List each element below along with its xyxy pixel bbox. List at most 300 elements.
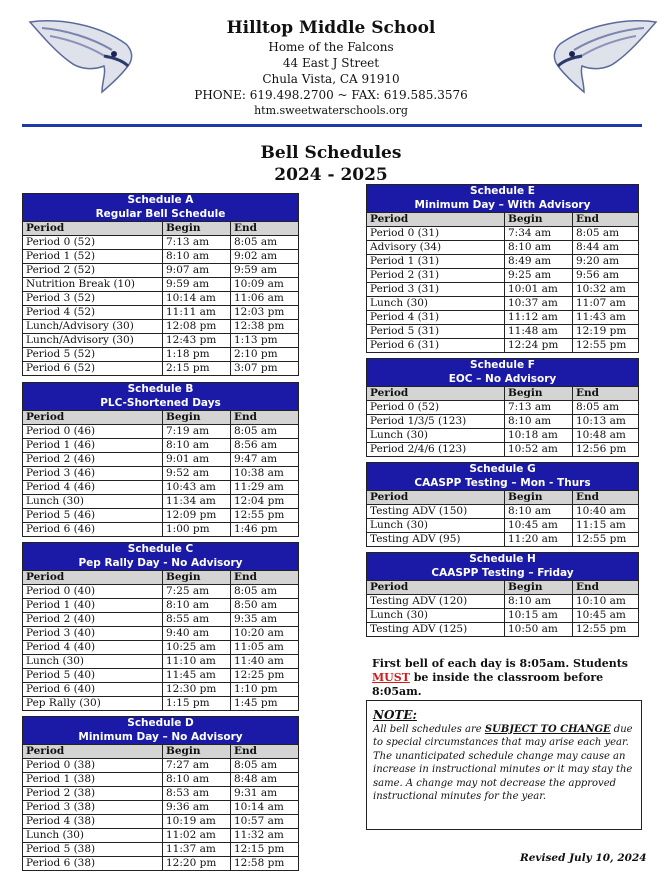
- column-header-period: Period: [23, 411, 163, 425]
- period-cell: Period 4 (40): [23, 641, 163, 655]
- begin-cell: 12:24 pm: [505, 339, 573, 353]
- period-cell: Period 2/4/6 (123): [367, 443, 505, 457]
- period-cell: Testing ADV (120): [367, 595, 505, 609]
- end-cell: 10:48 am: [573, 429, 639, 443]
- begin-cell: 7:13 am: [163, 236, 231, 250]
- column-header-row: [367, 213, 639, 227]
- period-cell: Period 1 (52): [23, 250, 163, 264]
- schedule-name: Schedule C: [127, 543, 194, 555]
- schedule-name: Schedule G: [469, 463, 536, 475]
- subject-to-change: SUBJECT TO CHANGE: [484, 723, 611, 735]
- column-header-period: Period: [23, 745, 163, 759]
- period-cell: Period 6 (46): [23, 523, 163, 537]
- table-row: [367, 443, 639, 457]
- column-header-end: End: [231, 745, 299, 759]
- schedule-subtitle: CAASPP Testing – Mon - Thurs: [414, 476, 591, 489]
- table-row: [367, 283, 639, 297]
- period-cell: Period 4 (46): [23, 481, 163, 495]
- period-cell: Period 3 (40): [23, 627, 163, 641]
- schedule-subtitle: Pep Rally Day - No Advisory: [78, 556, 243, 569]
- table-row: [23, 773, 299, 787]
- begin-cell: 9:36 am: [163, 801, 231, 815]
- table-row: [367, 533, 639, 547]
- end-cell: 11:07 am: [573, 297, 639, 311]
- table-row: [23, 306, 299, 320]
- period-cell: Lunch (30): [23, 655, 163, 669]
- begin-cell: 12:20 pm: [163, 857, 231, 871]
- end-cell: 8:05 am: [231, 425, 299, 439]
- table-row: [367, 227, 639, 241]
- schedule-title-row: [367, 185, 639, 213]
- table-row: [23, 334, 299, 348]
- begin-cell: 9:25 am: [505, 269, 573, 283]
- end-cell: 10:57 am: [231, 815, 299, 829]
- must-emphasis: MUST: [372, 671, 410, 684]
- begin-cell: 11:45 am: [163, 669, 231, 683]
- column-header-row: [367, 387, 639, 401]
- table-row: [23, 236, 299, 250]
- end-cell: 11:06 am: [231, 292, 299, 306]
- table-row: [367, 623, 639, 637]
- school-city: Chula Vista, CA 91910: [262, 72, 400, 86]
- schedule-table: [22, 542, 299, 711]
- table-row: [367, 401, 639, 415]
- begin-cell: 7:13 am: [505, 401, 573, 415]
- begin-cell: 1:15 pm: [163, 697, 231, 711]
- begin-cell: 10:52 am: [505, 443, 573, 457]
- table-row: [23, 843, 299, 857]
- table-row: [23, 585, 299, 599]
- end-cell: 12:25 pm: [231, 669, 299, 683]
- table-row: [367, 415, 639, 429]
- period-cell: Period 0 (38): [23, 759, 163, 773]
- column-header-end: End: [573, 491, 639, 505]
- begin-cell: 8:53 am: [163, 787, 231, 801]
- end-cell: 10:10 am: [573, 595, 639, 609]
- table-row: [367, 311, 639, 325]
- begin-cell: 9:07 am: [163, 264, 231, 278]
- period-cell: Testing ADV (125): [367, 623, 505, 637]
- period-cell: Testing ADV (150): [367, 505, 505, 519]
- begin-cell: 1:00 pm: [163, 523, 231, 537]
- end-cell: 10:45 am: [573, 609, 639, 623]
- column-header-end: End: [573, 387, 639, 401]
- period-cell: Period 2 (52): [23, 264, 163, 278]
- schedule-subtitle: EOC – No Advisory: [448, 372, 557, 385]
- period-cell: Lunch (30): [367, 609, 505, 623]
- column-header-row: [23, 745, 299, 759]
- schedule-title-row: [23, 194, 299, 222]
- note-text: All bell schedules are: [373, 723, 485, 735]
- begin-cell: 10:37 am: [505, 297, 573, 311]
- end-cell: 11:43 am: [573, 311, 639, 325]
- table-row: [367, 339, 639, 353]
- table-row: [367, 255, 639, 269]
- period-cell: Period 4 (38): [23, 815, 163, 829]
- begin-cell: 10:43 am: [163, 481, 231, 495]
- table-row: [23, 362, 299, 376]
- end-cell: 10:13 am: [573, 415, 639, 429]
- schedule-subtitle: CAASPP Testing – Friday: [431, 566, 574, 579]
- period-cell: Period 3 (46): [23, 467, 163, 481]
- period-cell: Advisory (34): [367, 241, 505, 255]
- end-cell: 10:09 am: [231, 278, 299, 292]
- period-cell: Lunch/Advisory (30): [23, 320, 163, 334]
- begin-cell: 8:10 am: [163, 439, 231, 453]
- column-header-begin: Begin: [505, 213, 573, 227]
- school-name: Hilltop Middle School: [226, 18, 436, 38]
- schedule-title: [367, 463, 639, 491]
- begin-cell: 8:10 am: [163, 599, 231, 613]
- schedule-title-row: [367, 553, 639, 581]
- schedule-title: [367, 359, 639, 387]
- table-row: [23, 425, 299, 439]
- first-bell-text: First bell of each day is 8:05am. Students: [372, 657, 628, 670]
- period-cell: Pep Rally (30): [23, 697, 163, 711]
- period-cell: Period 6 (38): [23, 857, 163, 871]
- begin-cell: 9:01 am: [163, 453, 231, 467]
- begin-cell: 7:34 am: [505, 227, 573, 241]
- table-row: [23, 481, 299, 495]
- schedule-title: [23, 717, 299, 745]
- column-header-row: [367, 491, 639, 505]
- table-row: [23, 683, 299, 697]
- table-row: [23, 801, 299, 815]
- begin-cell: 9:52 am: [163, 467, 231, 481]
- column-header-begin: Begin: [163, 222, 231, 236]
- begin-cell: 8:10 am: [163, 773, 231, 787]
- column-header-begin: Begin: [163, 571, 231, 585]
- period-cell: Lunch (30): [23, 495, 163, 509]
- table-row: [367, 429, 639, 443]
- period-cell: Lunch (30): [23, 829, 163, 843]
- column-header-period: Period: [367, 581, 505, 595]
- end-cell: 9:47 am: [231, 453, 299, 467]
- end-cell: 12:55 pm: [573, 623, 639, 637]
- end-cell: 10:14 am: [231, 801, 299, 815]
- schedule-title: [23, 543, 299, 571]
- schedule-table: [366, 552, 639, 637]
- begin-cell: 12:08 pm: [163, 320, 231, 334]
- end-cell: 10:32 am: [573, 283, 639, 297]
- period-cell: Period 5 (31): [367, 325, 505, 339]
- period-cell: Period 0 (52): [367, 401, 505, 415]
- period-cell: Period 0 (52): [23, 236, 163, 250]
- table-row: [23, 641, 299, 655]
- table-row: [23, 439, 299, 453]
- table-row: [23, 320, 299, 334]
- begin-cell: 7:27 am: [163, 759, 231, 773]
- schedule-subtitle: Minimum Day – No Advisory: [78, 730, 243, 743]
- schedule-title: [23, 383, 299, 411]
- begin-cell: 7:25 am: [163, 585, 231, 599]
- end-cell: 1:45 pm: [231, 697, 299, 711]
- column-header-row: [23, 411, 299, 425]
- end-cell: 10:40 am: [573, 505, 639, 519]
- table-row: [23, 278, 299, 292]
- end-cell: 12:19 pm: [573, 325, 639, 339]
- header-divider: [22, 124, 642, 127]
- schedule-subtitle: Minimum Day – With Advisory: [414, 198, 591, 211]
- begin-cell: 11:11 am: [163, 306, 231, 320]
- schedule-table: [366, 358, 639, 457]
- schedule-name: Schedule E: [470, 185, 535, 197]
- end-cell: 1:13 pm: [231, 334, 299, 348]
- period-cell: Period 4 (52): [23, 306, 163, 320]
- period-cell: Period 5 (46): [23, 509, 163, 523]
- schedule-table: [22, 382, 299, 537]
- schedule-title-row: [367, 463, 639, 491]
- begin-cell: 10:01 am: [505, 283, 573, 297]
- end-cell: 11:40 am: [231, 655, 299, 669]
- end-cell: 3:07 pm: [231, 362, 299, 376]
- end-cell: 2:10 pm: [231, 348, 299, 362]
- period-cell: Period 2 (31): [367, 269, 505, 283]
- begin-cell: 12:09 pm: [163, 509, 231, 523]
- begin-cell: 11:02 am: [163, 829, 231, 843]
- schedule-title: [23, 194, 299, 222]
- end-cell: 8:05 am: [573, 227, 639, 241]
- end-cell: 12:38 pm: [231, 320, 299, 334]
- column-header-period: Period: [23, 571, 163, 585]
- table-row: [23, 759, 299, 773]
- end-cell: 12:55 pm: [573, 533, 639, 547]
- begin-cell: 9:59 am: [163, 278, 231, 292]
- table-row: [23, 523, 299, 537]
- end-cell: 11:15 am: [573, 519, 639, 533]
- table-row: [23, 509, 299, 523]
- page-title: [0, 142, 662, 186]
- begin-cell: 2:15 pm: [163, 362, 231, 376]
- begin-cell: 10:19 am: [163, 815, 231, 829]
- period-cell: Period 2 (46): [23, 453, 163, 467]
- table-row: [23, 815, 299, 829]
- period-cell: Period 4 (31): [367, 311, 505, 325]
- page-title-line2: 2024 - 2025: [274, 165, 388, 185]
- school-phone-fax: PHONE: 619.498.2700 ~ FAX: 619.585.3576: [194, 88, 468, 102]
- table-row: [23, 495, 299, 509]
- begin-cell: 10:50 am: [505, 623, 573, 637]
- schedule-title-row: [23, 717, 299, 745]
- school-tagline: Home of the Falcons: [268, 40, 394, 54]
- school-website: htm.sweetwaterschools.org: [254, 104, 408, 117]
- end-cell: 10:20 am: [231, 627, 299, 641]
- table-row: [367, 519, 639, 533]
- table-row: [23, 669, 299, 683]
- schedule-title-row: [23, 543, 299, 571]
- table-row: [23, 292, 299, 306]
- begin-cell: 12:43 pm: [163, 334, 231, 348]
- schedule-name: Schedule A: [127, 194, 194, 206]
- begin-cell: 10:25 am: [163, 641, 231, 655]
- schedule-name: Schedule B: [127, 383, 194, 395]
- table-row: [23, 613, 299, 627]
- end-cell: 9:35 am: [231, 613, 299, 627]
- table-row: [367, 269, 639, 283]
- column-header-period: Period: [367, 213, 505, 227]
- column-header-end: End: [573, 581, 639, 595]
- table-row: [23, 264, 299, 278]
- begin-cell: 10:14 am: [163, 292, 231, 306]
- begin-cell: 10:45 am: [505, 519, 573, 533]
- table-row: [23, 655, 299, 669]
- note-text-end: due to special circumstances that may arise each year. The unanticipated schedule change may cause an increase in instructional minutes or it may stay the same. A change may not decrease the approved instructional minutes for the year.: [373, 723, 633, 802]
- end-cell: 8:05 am: [573, 401, 639, 415]
- period-cell: Period 1/3/5 (123): [367, 415, 505, 429]
- begin-cell: 11:20 am: [505, 533, 573, 547]
- end-cell: 8:05 am: [231, 585, 299, 599]
- note-box: [366, 700, 642, 830]
- end-cell: 9:56 am: [573, 269, 639, 283]
- table-row: [367, 595, 639, 609]
- end-cell: 9:31 am: [231, 787, 299, 801]
- end-cell: 12:03 pm: [231, 306, 299, 320]
- end-cell: 8:50 am: [231, 599, 299, 613]
- schedule-title: [367, 553, 639, 581]
- period-cell: Lunch/Advisory (30): [23, 334, 163, 348]
- end-cell: 9:20 am: [573, 255, 639, 269]
- table-row: [23, 250, 299, 264]
- begin-cell: 8:49 am: [505, 255, 573, 269]
- schedule-name: Schedule F: [470, 359, 535, 371]
- period-cell: Period 3 (38): [23, 801, 163, 815]
- end-cell: 9:59 am: [231, 264, 299, 278]
- schedule-subtitle: PLC-Shortened Days: [100, 396, 221, 409]
- column-header-row: [367, 581, 639, 595]
- begin-cell: 8:55 am: [163, 613, 231, 627]
- table-row: [23, 453, 299, 467]
- end-cell: 1:46 pm: [231, 523, 299, 537]
- end-cell: 11:29 am: [231, 481, 299, 495]
- schedule-table: [366, 462, 639, 547]
- column-header-row: [23, 222, 299, 236]
- table-row: [23, 787, 299, 801]
- end-cell: 8:56 am: [231, 439, 299, 453]
- begin-cell: 9:40 am: [163, 627, 231, 641]
- first-bell-text-end: be inside the classroom before 8:05am.: [372, 671, 604, 698]
- table-row: [367, 609, 639, 623]
- end-cell: 11:05 am: [231, 641, 299, 655]
- table-row: [23, 697, 299, 711]
- period-cell: Period 5 (40): [23, 669, 163, 683]
- column-header-end: End: [231, 411, 299, 425]
- period-cell: Lunch (30): [367, 519, 505, 533]
- begin-cell: 7:19 am: [163, 425, 231, 439]
- period-cell: Period 5 (52): [23, 348, 163, 362]
- column-header-begin: Begin: [505, 491, 573, 505]
- period-cell: Period 1 (38): [23, 773, 163, 787]
- column-header-row: [23, 571, 299, 585]
- end-cell: 8:48 am: [231, 773, 299, 787]
- schedule-title: [367, 185, 639, 213]
- column-header-end: End: [573, 213, 639, 227]
- end-cell: 12:04 pm: [231, 495, 299, 509]
- period-cell: Period 5 (38): [23, 843, 163, 857]
- period-cell: Lunch (30): [367, 429, 505, 443]
- period-cell: Nutrition Break (10): [23, 278, 163, 292]
- table-row: [367, 505, 639, 519]
- column-header-end: End: [231, 571, 299, 585]
- begin-cell: 8:10 am: [505, 241, 573, 255]
- end-cell: 11:32 am: [231, 829, 299, 843]
- end-cell: 12:15 pm: [231, 843, 299, 857]
- period-cell: Period 0 (46): [23, 425, 163, 439]
- begin-cell: 8:10 am: [505, 505, 573, 519]
- end-cell: 9:02 am: [231, 250, 299, 264]
- schedule-title-row: [367, 359, 639, 387]
- end-cell: 8:05 am: [231, 236, 299, 250]
- table-row: [367, 297, 639, 311]
- table-row: [23, 348, 299, 362]
- end-cell: 10:38 am: [231, 467, 299, 481]
- begin-cell: 12:30 pm: [163, 683, 231, 697]
- end-cell: 1:10 pm: [231, 683, 299, 697]
- begin-cell: 11:48 am: [505, 325, 573, 339]
- end-cell: 12:56 pm: [573, 443, 639, 457]
- page-title-line1: Bell Schedules: [260, 143, 402, 163]
- period-cell: Testing ADV (95): [367, 533, 505, 547]
- period-cell: Period 6 (52): [23, 362, 163, 376]
- column-header-end: End: [231, 222, 299, 236]
- column-header-begin: Begin: [505, 387, 573, 401]
- end-cell: 12:55 pm: [573, 339, 639, 353]
- begin-cell: 10:18 am: [505, 429, 573, 443]
- period-cell: Period 0 (31): [367, 227, 505, 241]
- period-cell: Period 1 (40): [23, 599, 163, 613]
- period-cell: Period 0 (40): [23, 585, 163, 599]
- table-row: [23, 599, 299, 613]
- school-address: 44 East J Street: [282, 56, 380, 70]
- end-cell: 8:05 am: [231, 759, 299, 773]
- begin-cell: 8:10 am: [163, 250, 231, 264]
- begin-cell: 1:18 pm: [163, 348, 231, 362]
- end-cell: 8:44 am: [573, 241, 639, 255]
- period-cell: Period 3 (31): [367, 283, 505, 297]
- begin-cell: 8:10 am: [505, 415, 573, 429]
- period-cell: Period 1 (31): [367, 255, 505, 269]
- column-header-period: Period: [23, 222, 163, 236]
- school-header: [0, 0, 662, 128]
- period-cell: Period 1 (46): [23, 439, 163, 453]
- period-cell: Period 6 (40): [23, 683, 163, 697]
- period-cell: Lunch (30): [367, 297, 505, 311]
- table-row: [23, 857, 299, 871]
- first-bell-notice: [372, 657, 642, 699]
- table-row: [23, 627, 299, 641]
- column-header-begin: Begin: [163, 411, 231, 425]
- column-header-begin: Begin: [163, 745, 231, 759]
- begin-cell: 11:10 am: [163, 655, 231, 669]
- table-row: [367, 325, 639, 339]
- schedule-subtitle: Regular Bell Schedule: [95, 207, 226, 220]
- schedule-name: Schedule H: [469, 553, 536, 565]
- column-header-period: Period: [367, 387, 505, 401]
- column-header-period: Period: [367, 491, 505, 505]
- schedule-name: Schedule D: [127, 717, 194, 729]
- table-row: [367, 241, 639, 255]
- schedule-table: [366, 184, 639, 353]
- end-cell: 12:55 pm: [231, 509, 299, 523]
- period-cell: Period 2 (40): [23, 613, 163, 627]
- revised-date: Revised July 10, 2024: [520, 852, 647, 864]
- schedule-table: [22, 193, 299, 376]
- column-header-begin: Begin: [505, 581, 573, 595]
- begin-cell: 8:10 am: [505, 595, 573, 609]
- begin-cell: 11:12 am: [505, 311, 573, 325]
- begin-cell: 11:34 am: [163, 495, 231, 509]
- period-cell: Period 6 (31): [367, 339, 505, 353]
- period-cell: Period 2 (38): [23, 787, 163, 801]
